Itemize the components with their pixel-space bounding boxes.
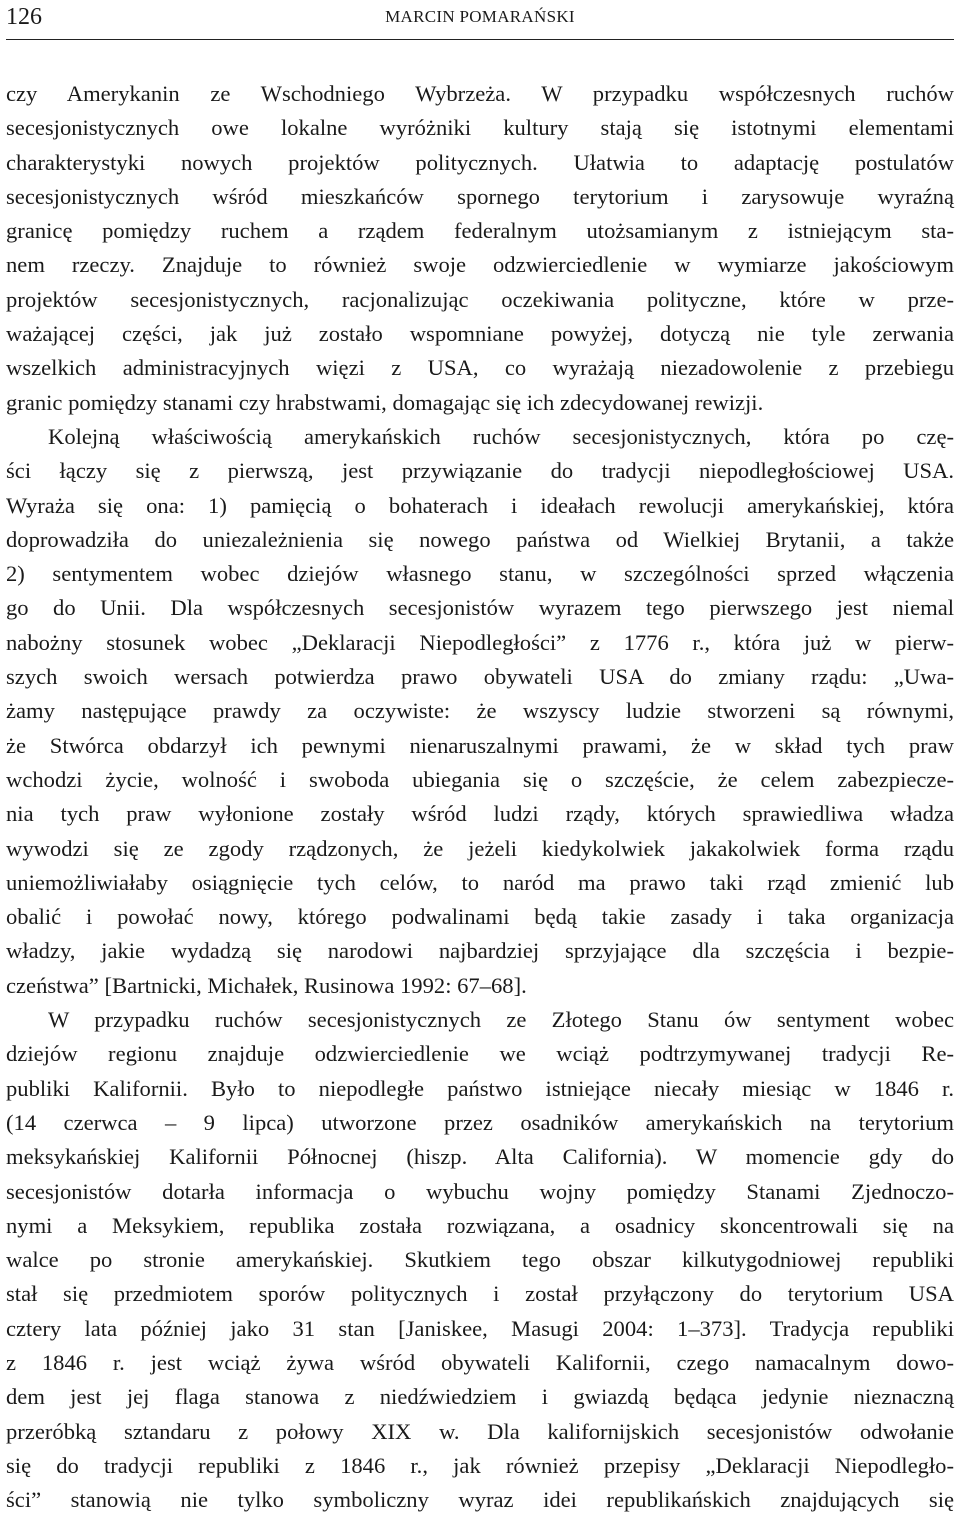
text-line: czeństwa” [Bartnicki, Michałek, Rusinowa 1992: 67–68].	[6, 972, 527, 998]
text-line: ści” stanowią nie tylko symboliczny wyraz idei republikańskich znajdujących się	[6, 1487, 954, 1513]
text-line: wszelkich administracyjnych więzi z USA, co wyrażają niezadowolenie z przebiegu	[6, 355, 954, 381]
text-line: secesjonistycznych owe lokalne wyróżniki kultury stają się istotnymi elementami	[6, 115, 954, 141]
text-line: dem jest jej flaga stanowa z niedźwiedziem i gwiazdą będąca jedynie nieznaczną	[6, 1384, 954, 1410]
text-line: szych swoich wersach potwierdza prawo obywateli USA do zmiany rządu: „Uwa-	[6, 664, 954, 690]
text-line: secesjonistów dotarła informacja o wybuchu wojny pomiędzy Stanami Zjednoczo-	[6, 1178, 954, 1204]
text-line: obalić i powołać nowy, którego podwalinami będą takie zasady i taka organizacja	[6, 904, 954, 930]
text-line: charakterystyki nowych projektów politycznych. Ułatwia to adaptację postulatów	[6, 149, 954, 175]
page-number: 126	[6, 4, 42, 30]
text-line: W przypadku ruchów secesjonistycznych ze Złotego Stanu ów sentyment wobec	[48, 1007, 954, 1033]
text-line: wywodzi się ze zgody rządzonych, że jeżeli kiedykolwiek jakakolwiek forma rządu	[6, 835, 954, 861]
body-text	[6, 77, 954, 1517]
text-line: nabożny stosunek wobec „Deklaracji Niepodległości” z 1776 r., która już w pierw-	[6, 629, 954, 655]
text-line: granic pomiędzy stanami czy hrabstwami, domagając się ich zdecydowanej rewizji.	[6, 389, 764, 415]
text-line: projektów secesjonistycznych, racjonalizując oczekiwania polityczne, które w prze-	[6, 286, 954, 312]
running-header	[6, 0, 954, 40]
text-line: ści łączy się z pierwszą, jest przywiązanie do tradycji niepodległościowej USA.	[6, 458, 954, 484]
text-line: ważającej części, jak już zostało wspomniane powyżej, dotyczą nie tyle zerwania	[6, 321, 954, 347]
text-line: żamy następujące prawdy za oczywiste: że wszyscy ludzie stworzeni są równymi,	[6, 698, 954, 724]
text-line: nem rzeczy. Znajduje to również swoje odzwierciedlenie w wymiarze jakościowym	[6, 252, 954, 278]
text-line: Wyraża się ona: 1) pamięcią o bohaterach i ideałach rewolucji amerykańskiej, która	[6, 492, 954, 518]
text-line: cztery lata później jako 31 stan [Janiskee, Masugi 2004: 1–373]. Tradycja republiki	[6, 1315, 954, 1341]
text-line: nymi a Meksykiem, republika została rozwiązana, a osadnicy skoncentrowali się na	[6, 1212, 954, 1238]
text-line: go do Unii. Dla współczesnych secesjonistów wyrazem tego pierwszego jest niemal	[6, 595, 954, 621]
text-line: władzy, jakie wydadzą się narodowi najbardziej sprzyjające dla szczęścia i bezpie-	[6, 938, 954, 964]
text-line: doprowadziła do uniezależnienia się nowego państwa od Wielkiej Brytanii, a także	[6, 526, 954, 552]
text-line: czy Amerykanin ze Wschodniego Wybrzeża. W przypadku współczesnych ruchów	[6, 81, 954, 106]
running-head-author: MARCIN POMARAŃSKI	[385, 7, 575, 26]
text-line: że Stwórca obdarzył ich pewnymi nienaruszalnymi prawami, że w skład tych praw	[6, 732, 954, 758]
text-line: dziejów regionu znajduje odzwierciedlenie we wciąż podtrzymywanej tradycji Re-	[6, 1041, 954, 1067]
text-line: nia tych praw wyłonione zostały wśród ludzi rządy, których sprawiedliwa władza	[6, 801, 954, 827]
text-line: uniemożliwiałaby osiągnięcie tych celów, to naród ma prawo taki rząd zmienić lub	[6, 869, 954, 895]
text-line: Kolejną właściwością amerykańskich ruchów secesjonistycznych, która po czę-	[48, 423, 954, 449]
text-line: stał się przedmiotem sporów politycznych i został przyłączony do terytorium USA	[6, 1281, 954, 1307]
text-line: (14 czerwca – 9 lipca) utworzone przez osadników amerykańskich na terytorium	[6, 1109, 954, 1135]
text-line: walce po stronie amerykańskiej. Skutkiem tego obszar kilkutygodniowej republiki	[6, 1247, 954, 1273]
text-line: meksykańskiej Kalifornii Północnej (hiszp. Alta California). W momencie gdy do	[6, 1144, 954, 1170]
text-line: przeróbką sztandaru z połowy XIX w. Dla kalifornijskich secesjonistów odwołanie	[6, 1418, 954, 1444]
text-line: 2) sentymentem wobec dziejów własnego stanu, w szczególności sprzed włączenia	[6, 561, 954, 587]
text-line: się do tradycji republiki z 1846 r., jak również przepisy „Deklaracji Niepodległo-	[6, 1452, 954, 1478]
text-line: publiki Kalifornii. Było to niepodległe państwo istniejące niecały miesiąc w 1846 r.	[6, 1075, 954, 1101]
text-line: z 1846 r. jest wciąż żywa wśród obywateli Kalifornii, czego namacalnym dowo-	[6, 1349, 954, 1375]
text-line: wchodzi życie, wolność i swoboda ubiegania się o szczęście, że celem zabezpiecze-	[6, 766, 954, 792]
text-line: secesjonistycznych wśród mieszkańców spornego terytorium i zarysowuje wyraźną	[6, 183, 954, 209]
text-line: granicę pomiędzy ruchem a rządem federalnym utożsamianym z istniejącym sta-	[6, 218, 954, 244]
